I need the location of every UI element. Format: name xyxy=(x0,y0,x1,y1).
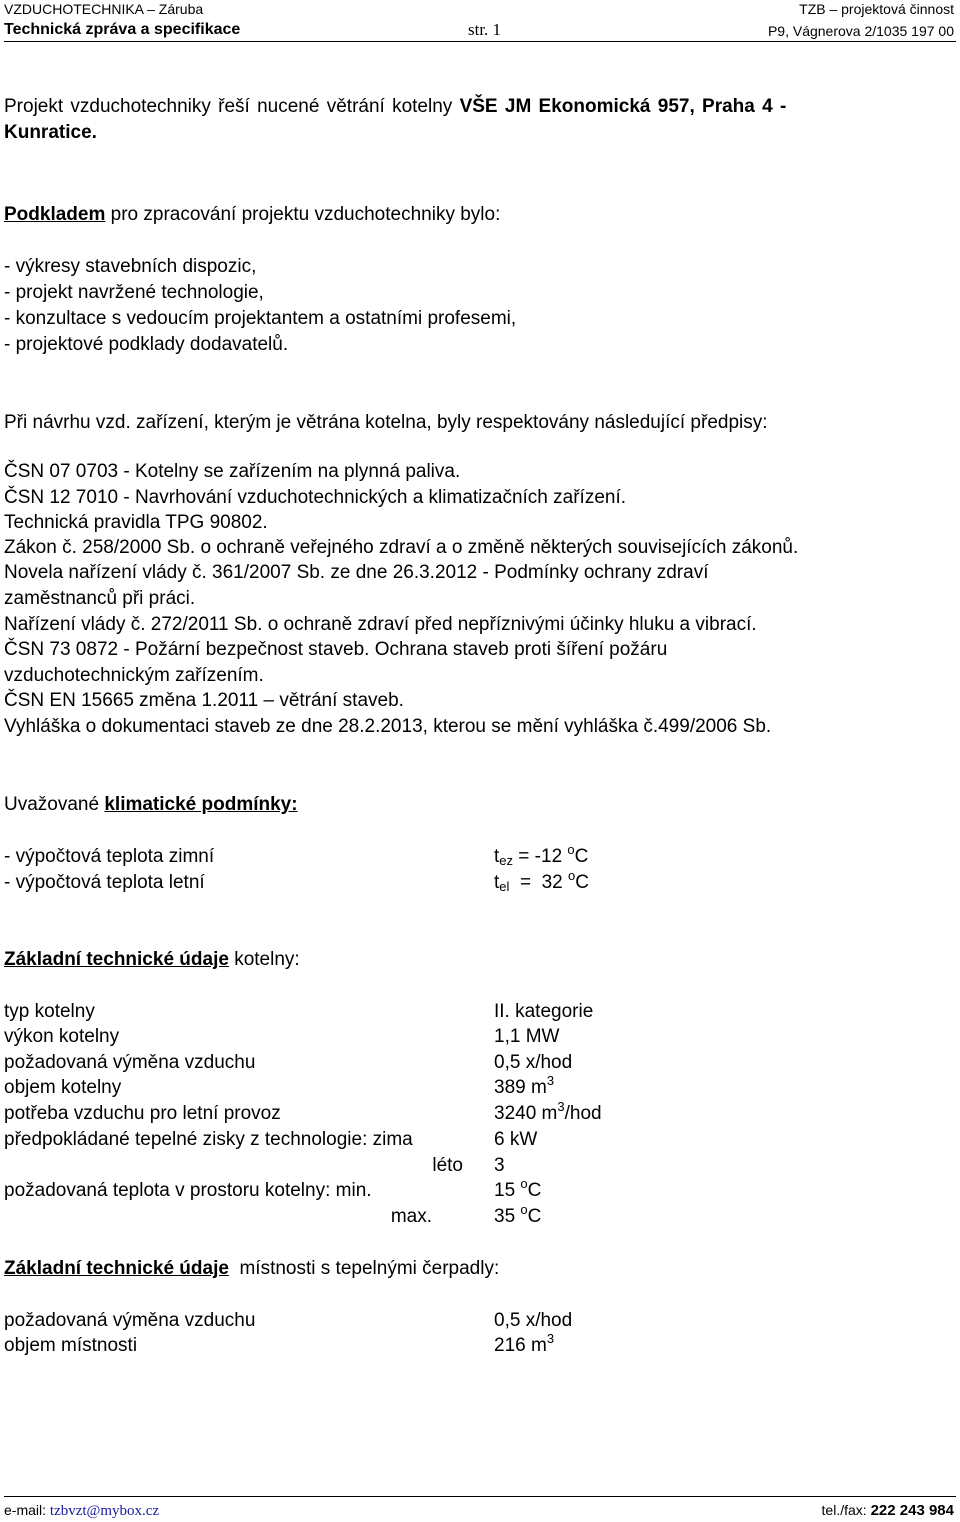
regulation-line: zaměstnanců při práci. xyxy=(4,588,196,609)
intro-text: Projekt vzduchotechniky řeší nucené větrání kotelny xyxy=(4,96,460,117)
header-company: VZDUCHOTECHNIKA – Záruba xyxy=(4,1,204,17)
regulation-line: Zákon č. 258/2000 Sb. o ochraně veřejného zdraví a o změně některých souvisejících zákonů. xyxy=(4,537,799,558)
basis-item: - výkresy stavebních dispozic, xyxy=(4,256,257,277)
regulation-line: vzduchotechnickým zařízením. xyxy=(4,665,264,686)
footer-email xyxy=(4,1502,159,1519)
regulation-line: Nařízení vlády č. 272/2011 Sb. o ochraně zdraví před nepříznivými účinky hluku a vibrací. xyxy=(4,614,757,635)
intro-site: VŠE JM Ekonomická 957, Praha 4 - xyxy=(459,96,787,117)
boiler-temp-max: 35 $^o$C xyxy=(494,1202,542,1227)
heatpump-title: Základní technické údaje xyxy=(4,1258,229,1279)
footer-phone-label: tel./fax: xyxy=(821,1502,871,1518)
heatpump-volume-value: 216 $m^3$ xyxy=(494,1331,555,1356)
boiler-gains-winter: 6 kW xyxy=(494,1129,538,1150)
header-office: TZB – projektová činnost xyxy=(799,1,954,17)
header-rule xyxy=(4,41,956,42)
boiler-summer-air-value: 3240 $m^3$/hod xyxy=(494,1099,602,1124)
boiler-volume-label: objem kotelny xyxy=(4,1077,122,1098)
boiler-summer-air-label: potřeba vzduchu pro letní provoz xyxy=(4,1103,281,1124)
regulation-line: Technická pravidla TPG 90802. xyxy=(4,512,268,533)
boiler-gains-summer-label: léto xyxy=(432,1155,463,1176)
regulation-line: ČSN EN 15665 změna 1.2011 – větrání staveb. xyxy=(4,690,404,711)
boiler-temp-max-label: max. xyxy=(390,1206,432,1227)
boiler-heading xyxy=(4,947,300,973)
boiler-title-rest: kotelny: xyxy=(228,949,300,970)
footer-email-label: e-mail: xyxy=(4,1502,50,1518)
boiler-type-value: II. kategorie xyxy=(494,1001,594,1022)
basis-title: Podkladem xyxy=(4,204,106,225)
basis-title-rest: pro zpracování projektu vzduchotechniky bylo: xyxy=(105,204,501,225)
boiler-temp-min: 15 $^o$C xyxy=(494,1176,542,1201)
boiler-gains-summer: 3 xyxy=(494,1155,505,1176)
basis-heading xyxy=(4,202,500,228)
footer-rule xyxy=(4,1496,956,1497)
climate-summer-label: - výpočtová teplota letní xyxy=(4,872,205,893)
header-doc-title: Technická zpráva a specifikace xyxy=(4,21,241,38)
climate-heading xyxy=(4,792,298,818)
intro-paragraph xyxy=(4,94,956,146)
heatpump-exchange-value: 0,5 x/hod xyxy=(494,1310,573,1331)
regulations-intro: Při návrhu vzd. zařízení, kterým je větrána kotelna, byly respektovány následující předpisy: xyxy=(4,412,768,433)
footer-phone-number: 222 243 984 xyxy=(870,1502,954,1519)
intro-site-cont: Kunratice. xyxy=(4,122,97,143)
basis-item: - projektové podklady dodavatelů. xyxy=(4,334,289,355)
header-page-number: str. 1 xyxy=(468,20,502,39)
header-address: P9, Vágnerova 2/1035 197 00 xyxy=(767,23,954,39)
boiler-temp-label: požadovaná teplota v prostoru kotelny: min. xyxy=(4,1180,372,1201)
boiler-volume-value: 389 $m^3$ xyxy=(494,1073,555,1098)
boiler-power-value: 1,1 MW xyxy=(494,1026,560,1047)
boiler-exchange-value: 0,5 x/hod xyxy=(494,1052,573,1073)
climate-title: klimatické podmínky: xyxy=(104,794,298,815)
heatpump-heading xyxy=(4,1256,499,1282)
boiler-type-label: typ kotelny xyxy=(4,1001,95,1022)
climate-winter-label: - výpočtová teplota zimní xyxy=(4,846,215,867)
regulation-line: Novela nařízení vlády č. 361/2007 Sb. ze dne 26.3.2012 - Podmínky ochrany zdraví xyxy=(4,562,709,583)
footer-phone xyxy=(822,1502,954,1519)
climate-prefix: Uvažované xyxy=(4,794,105,815)
regulation-line: ČSN 07 0703 - Kotelny se zařízením na plynná paliva. xyxy=(4,461,461,482)
boiler-power-label: výkon kotelny xyxy=(4,1026,120,1047)
climate-summer-value: $t_{el} = 32$ $^o$C xyxy=(494,868,589,894)
regulation-line: Vyhláška o dokumentaci staveb ze dne 28.2.2013, kterou se mění vyhláška č.499/2006 Sb. xyxy=(4,716,772,737)
heatpump-volume-label: objem místnosti xyxy=(4,1335,138,1356)
heatpump-exchange-label: požadovaná výměna vzduchu xyxy=(4,1310,256,1331)
basis-item: - konzultace s vedoucím projektantem a ostatními profesemi, xyxy=(4,308,517,329)
boiler-exchange-label: požadovaná výměna vzduchu xyxy=(4,1052,256,1073)
footer-email-link[interactable]: tzbvzt@mybox.cz xyxy=(49,1503,160,1519)
regulation-line: ČSN 73 0872 - Požární bezpečnost staveb. Ochrana staveb proti šíření požáru xyxy=(4,639,668,660)
heatpump-title-rest: místnosti s tepelnými čerpadly: xyxy=(228,1258,500,1279)
basis-item: - projekt navržené technologie, xyxy=(4,282,264,303)
boiler-title: Základní technické údaje xyxy=(4,949,229,970)
regulation-line: ČSN 12 7010 - Navrhování vzduchotechnických a klimatizačních zařízení. xyxy=(4,487,627,508)
boiler-gains-label: předpokládané tepelné zisky z technologie: zima xyxy=(4,1129,413,1150)
climate-winter-value: $t_{ez} = -12$ $^o$C xyxy=(494,842,589,868)
